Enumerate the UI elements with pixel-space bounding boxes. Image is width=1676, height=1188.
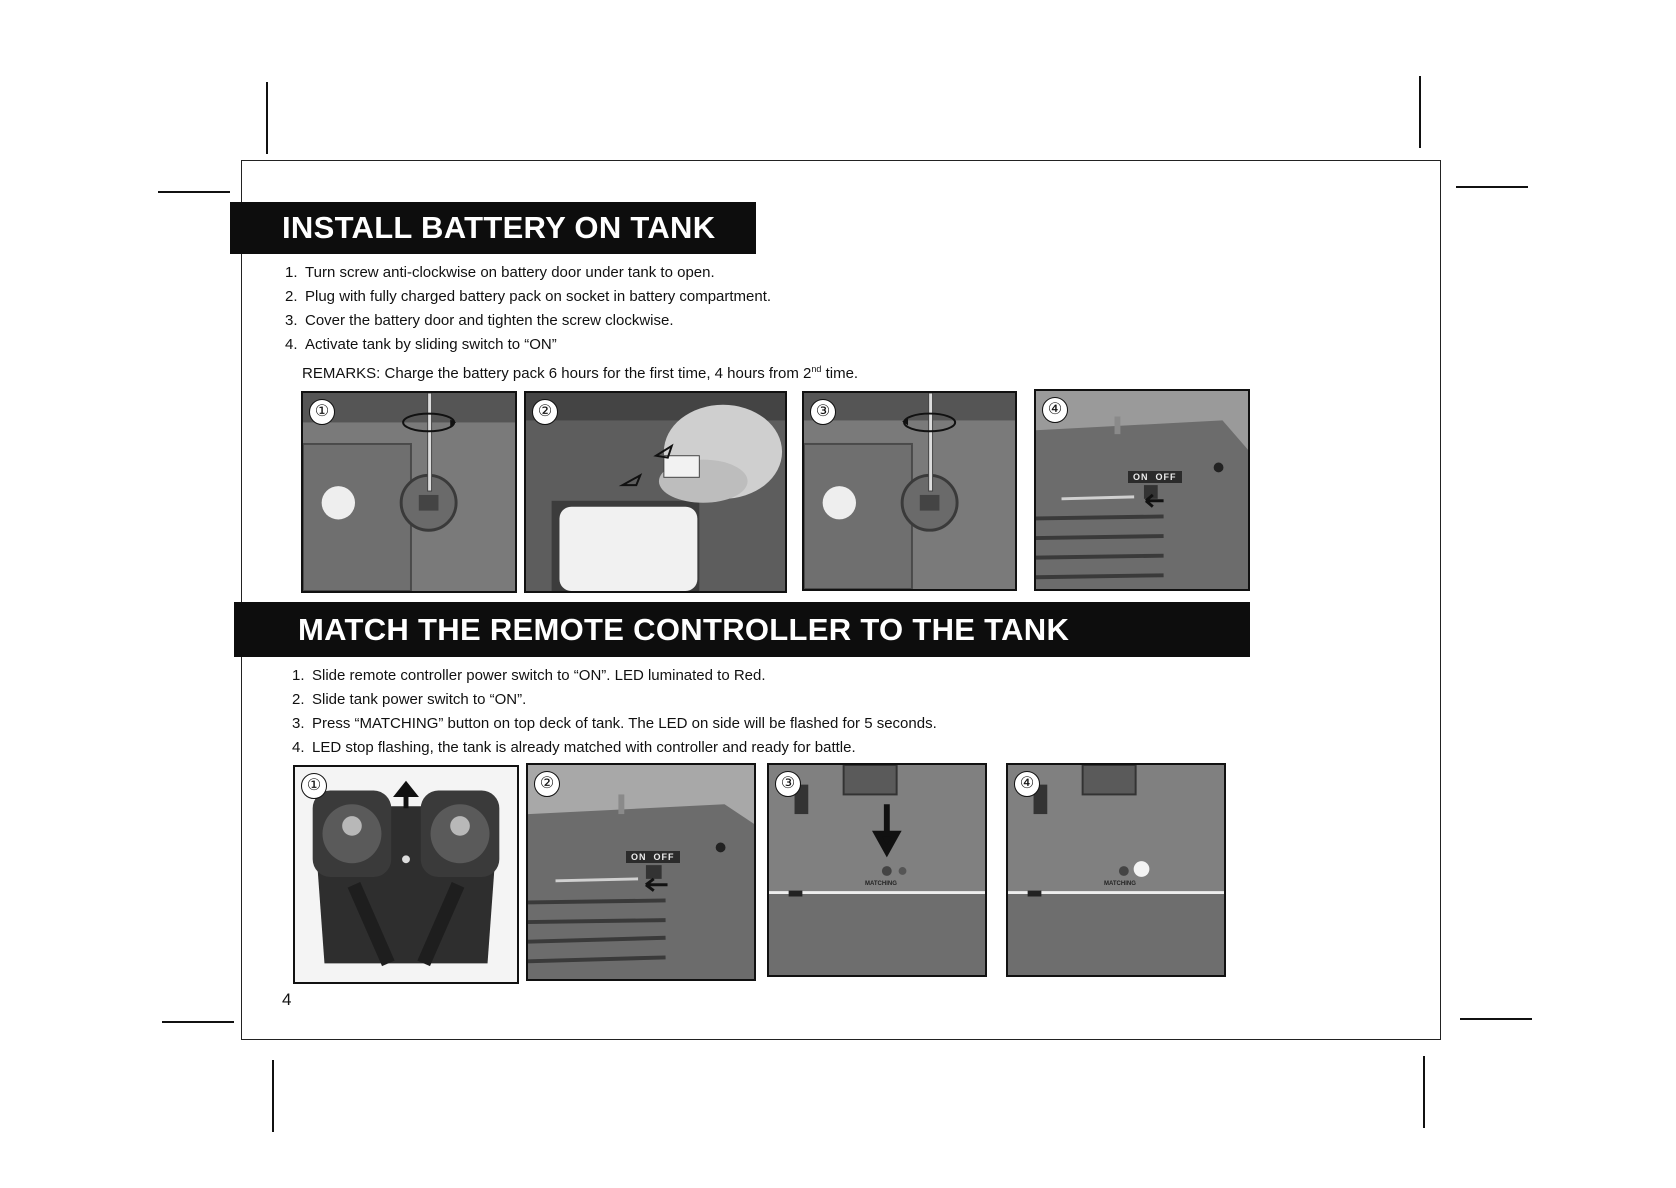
photo-open-battery-door (301, 391, 517, 593)
crop-mark (1456, 186, 1528, 188)
step-badge: ④ (1042, 397, 1068, 423)
photo-tank-switch-on (526, 763, 756, 981)
list-item: 2. Slide tank power switch to “ON”. (292, 691, 527, 708)
section-title-install-battery (230, 202, 756, 254)
list-item: 3. Cover the battery door and tighten the screw clockwise. (285, 312, 674, 329)
match-steps-list (292, 664, 937, 760)
photo-close-battery-door (802, 391, 1017, 591)
crop-mark (266, 82, 268, 154)
step-badge: ② (534, 771, 560, 797)
list-item: 4. Activate tank by sliding switch to “ON” (285, 336, 557, 353)
photo-matched-led (1006, 763, 1226, 977)
list-item: 4. LED stop flashing, the tank is already matched with controller and ready for battle. (292, 739, 856, 756)
photo-press-matching (767, 763, 987, 977)
photo-switch-on (1034, 389, 1250, 591)
remarks-text: REMARKS: Charge the battery pack 6 hours for the first time, 4 hours from 2nd time. (302, 364, 859, 382)
matching-button-label: MATCHING (1104, 881, 1136, 887)
photo-plug-battery (524, 391, 787, 593)
on-off-switch-label: ON OFF (1128, 471, 1182, 483)
step-badge: ② (532, 399, 558, 425)
crop-mark (1419, 76, 1421, 148)
page-number: 4 (282, 990, 292, 1009)
step-badge: ③ (810, 399, 836, 425)
section-title-text: MATCH THE REMOTE CONTROLLER TO THE TANK (298, 611, 1070, 647)
section-title-match-remote (234, 602, 1250, 657)
on-off-switch-label: ON OFF (626, 851, 680, 863)
matching-button-label: MATCHING (865, 881, 897, 887)
section-title-text: INSTALL BATTERY ON TANK (282, 210, 716, 245)
step-badge: ① (309, 399, 335, 425)
step-badge: ③ (775, 771, 801, 797)
photo-remote-controller (293, 765, 519, 984)
list-item: 1. Slide remote controller power switch to “ON”. LED luminated to Red. (292, 667, 766, 684)
list-item: 2. Plug with fully charged battery pack on socket in battery compartment. (285, 288, 772, 305)
crop-mark (162, 1021, 234, 1023)
step-badge: ④ (1014, 771, 1040, 797)
list-item: 3. Press “MATCHING” button on top deck of tank. The LED on side will be flashed for 5 seconds. (292, 715, 937, 732)
crop-mark (1460, 1018, 1532, 1020)
crop-mark (158, 191, 230, 193)
step-badge: ① (301, 773, 327, 799)
install-steps-list (285, 261, 771, 357)
crop-mark (272, 1060, 274, 1132)
list-item: 1. Turn screw anti-clockwise on battery door under tank to open. (285, 264, 715, 281)
crop-mark (1423, 1056, 1425, 1128)
